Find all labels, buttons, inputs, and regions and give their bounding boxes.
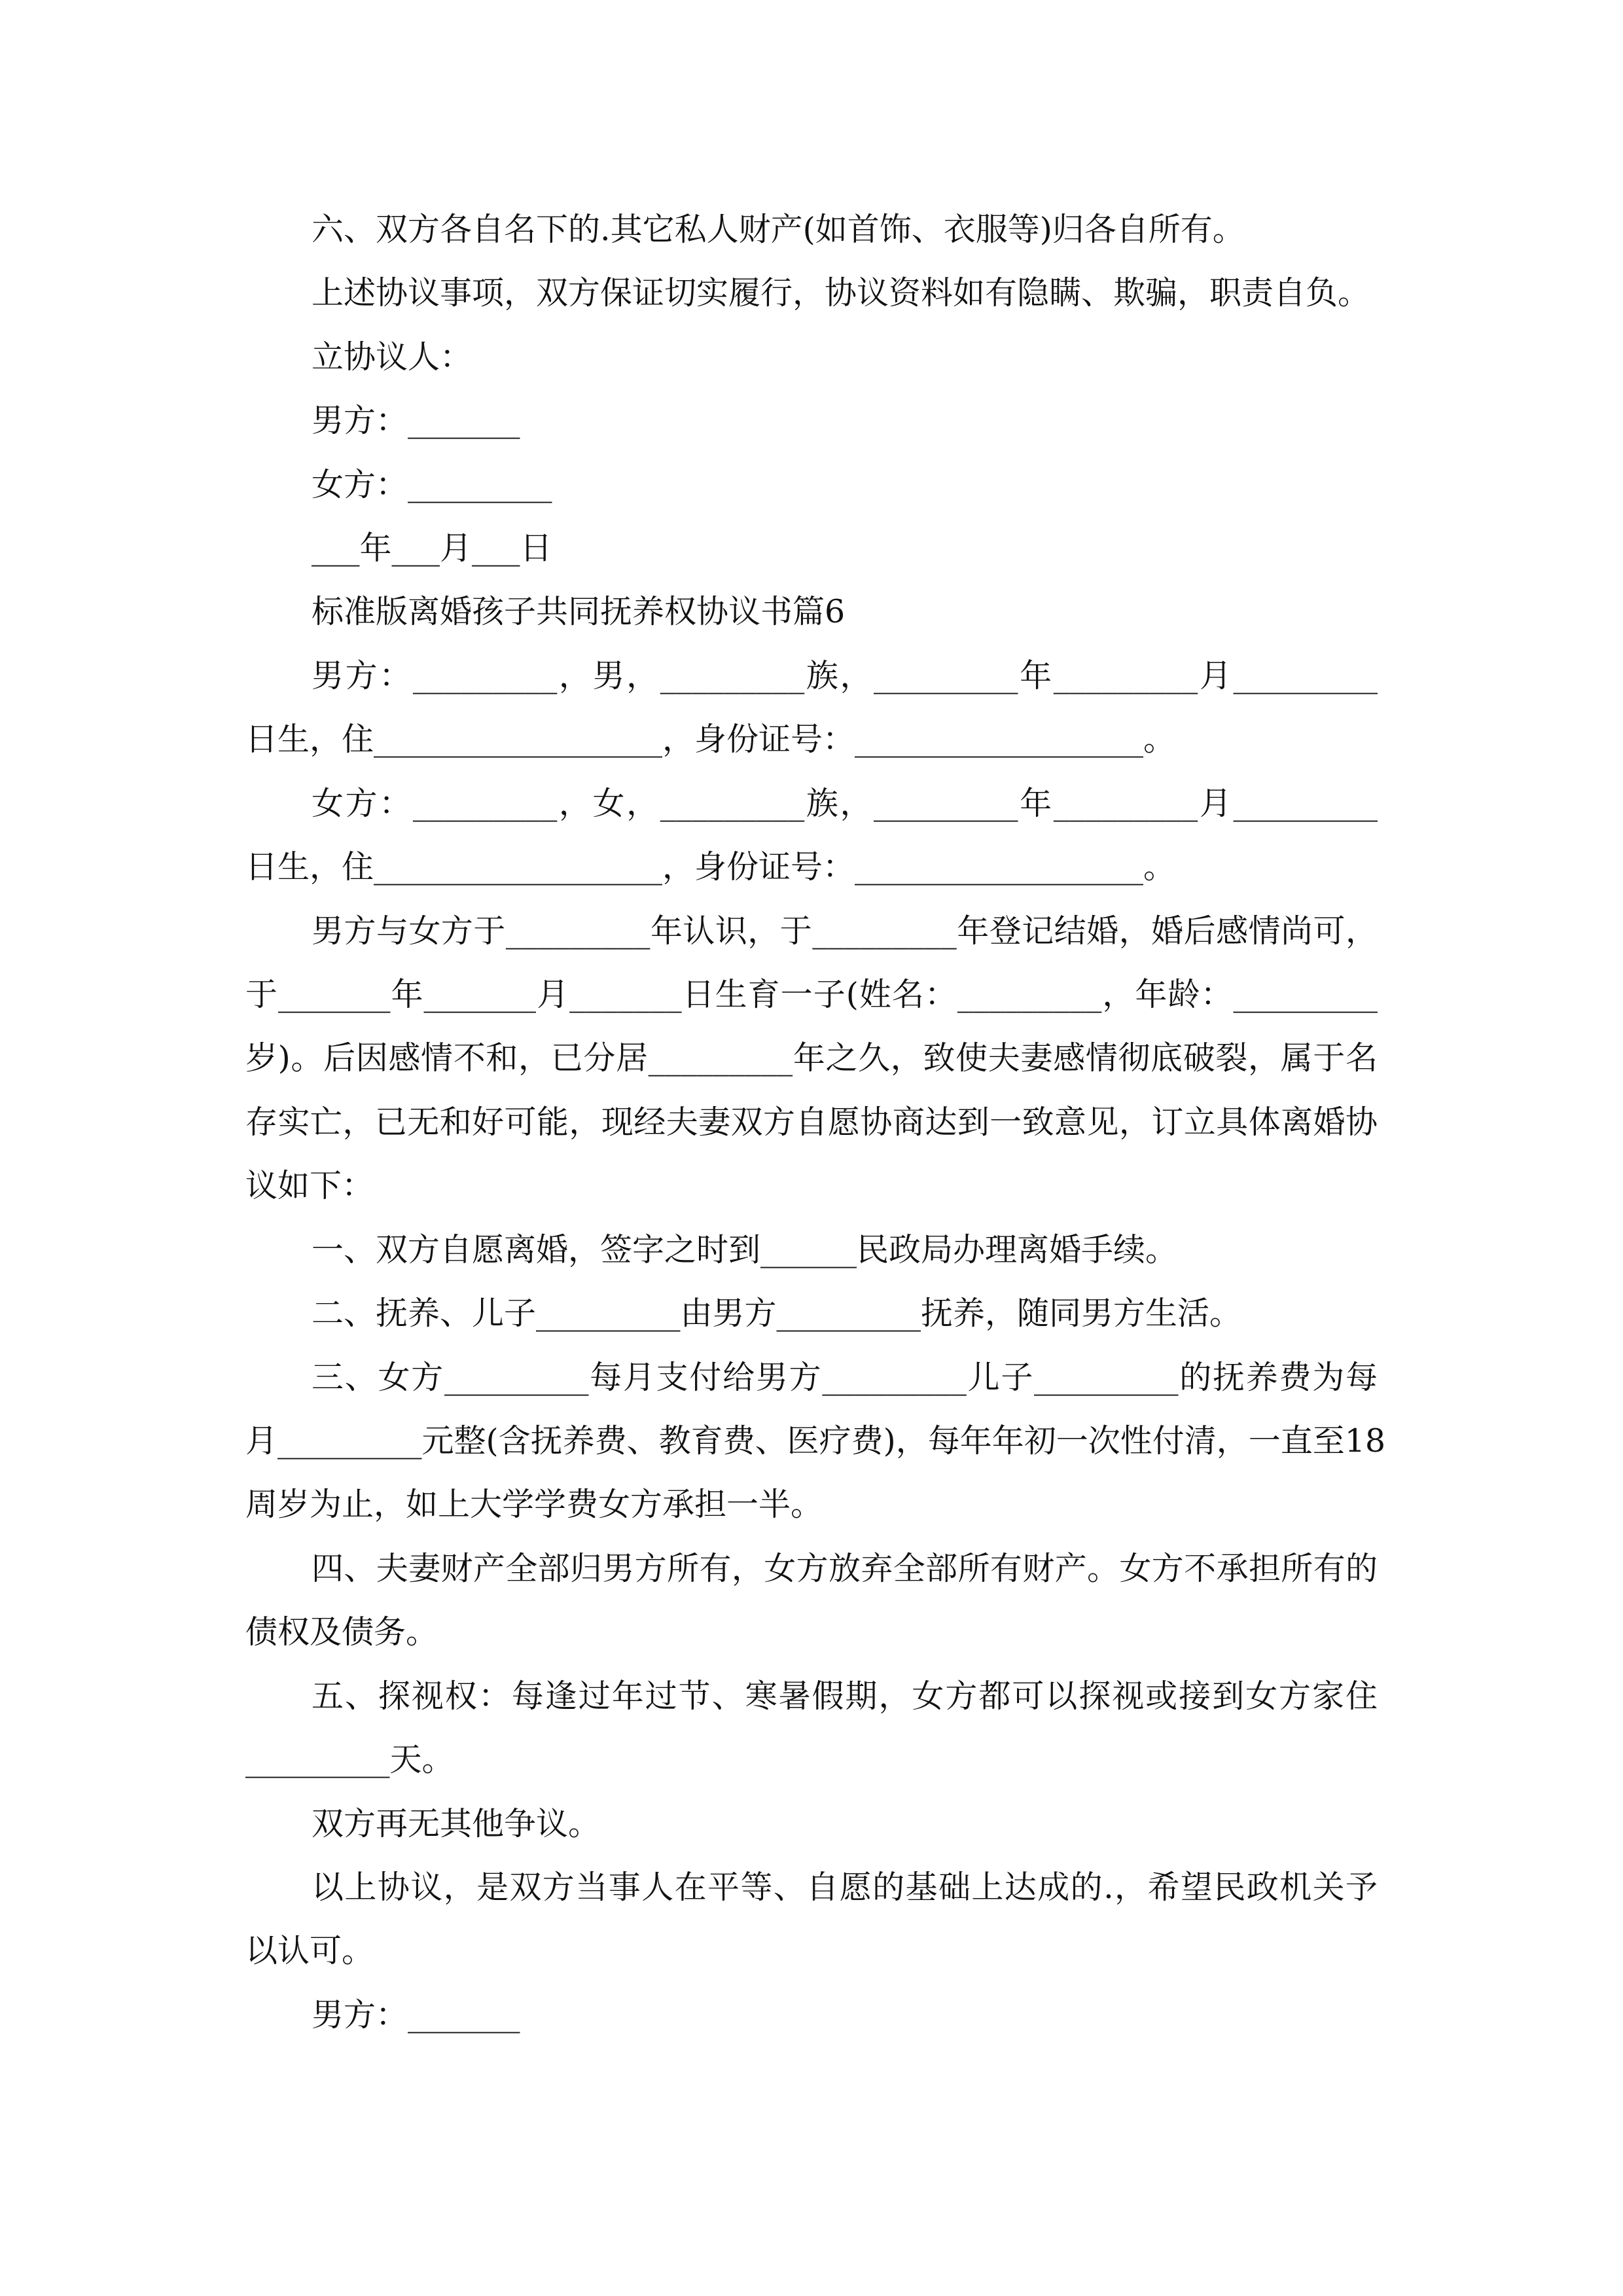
clause-3-cont: 月_________元整(含抚养费、教育费、医疗费)，每年年初一次性付清，一直至18 xyxy=(245,1422,1386,1460)
clause-4: 四、夫妻财产全部归男方所有，女方放弃全部所有财产。女方不承担所有的 xyxy=(312,1550,1378,1587)
clause-1: 一、双方自愿离婚，签字之时到______民政局办理离婚手续。 xyxy=(312,1231,1178,1268)
male-signature-line: 男方：_______ xyxy=(312,1996,520,2034)
background-paragraph-cont: 岁)。后因感情不和，已分居_________年之久，致使夫妻感情彻底破裂，属于名 xyxy=(245,1039,1378,1077)
clause-6-personal-property: 六、双方各自名下的.其它私人财产(如首饰、衣服等)归各自所有。 xyxy=(312,211,1245,248)
female-info-line-cont: 日生，住__________________，身份证号：__________________。 xyxy=(245,848,1176,886)
closing-statement-cont: 以认可。 xyxy=(245,1932,374,1969)
background-paragraph: 男方与女方于_________年认识，于_________年登记结婚，婚后感情尚可， xyxy=(312,912,1378,950)
clause-2: 二、抚养、儿子_________由男方_________抚养，随同男方生活。 xyxy=(312,1295,1242,1332)
background-paragraph-cont: 于_______年_______月_______日生育一子(姓名：_________，年龄：_________ xyxy=(245,976,1378,1013)
date-line: ___年___月___日 xyxy=(312,529,552,567)
closing-statement: 以上协议，是双方当事人在平等、自愿的基础上达成的.，希望民政机关予 xyxy=(312,1869,1378,1906)
male-info-line-cont: 日生，住__________________，身份证号：__________________。 xyxy=(245,721,1176,758)
clause-5: 五、探视权：每逢过年过节、寒暑假期，女方都可以探视或接到女方家住 xyxy=(312,1677,1378,1715)
male-signature-line: 男方：_______ xyxy=(312,402,520,439)
clause-5-cont: _________天。 xyxy=(245,1741,454,1778)
male-info-line: 男方：_________，男，_________族，_________年_________月_________ xyxy=(312,657,1378,694)
clause-3-cont: 周岁为止，如上大学学费女方承担一半。 xyxy=(245,1486,823,1523)
no-dispute-statement: 双方再无其他争议。 xyxy=(312,1805,601,1842)
signatories-label: 立协议人： xyxy=(312,338,473,376)
female-info-line: 女方：_________，女，_________族，_________年_________月_________ xyxy=(312,785,1378,822)
female-signature-line: 女方：_________ xyxy=(312,466,552,503)
clause-4-cont: 债权及债务。 xyxy=(245,1613,438,1651)
background-paragraph-cont: 存实亡，已无和好可能，现经夫妻双方自愿协商达到一致意见，订立具体离婚协 xyxy=(245,1103,1378,1141)
clause-3: 三、女方_________每月支付给男方_________儿子_________的抚养费为每 xyxy=(312,1359,1378,1396)
guarantee-statement: 上述协议事项，双方保证切实履行，协议资料如有隐瞒、欺骗，职责自负。 xyxy=(312,274,1370,312)
section-heading: 标准版离婚孩子共同抚养权协议书篇6 xyxy=(312,593,846,630)
background-paragraph-cont: 议如下： xyxy=(245,1167,374,1204)
